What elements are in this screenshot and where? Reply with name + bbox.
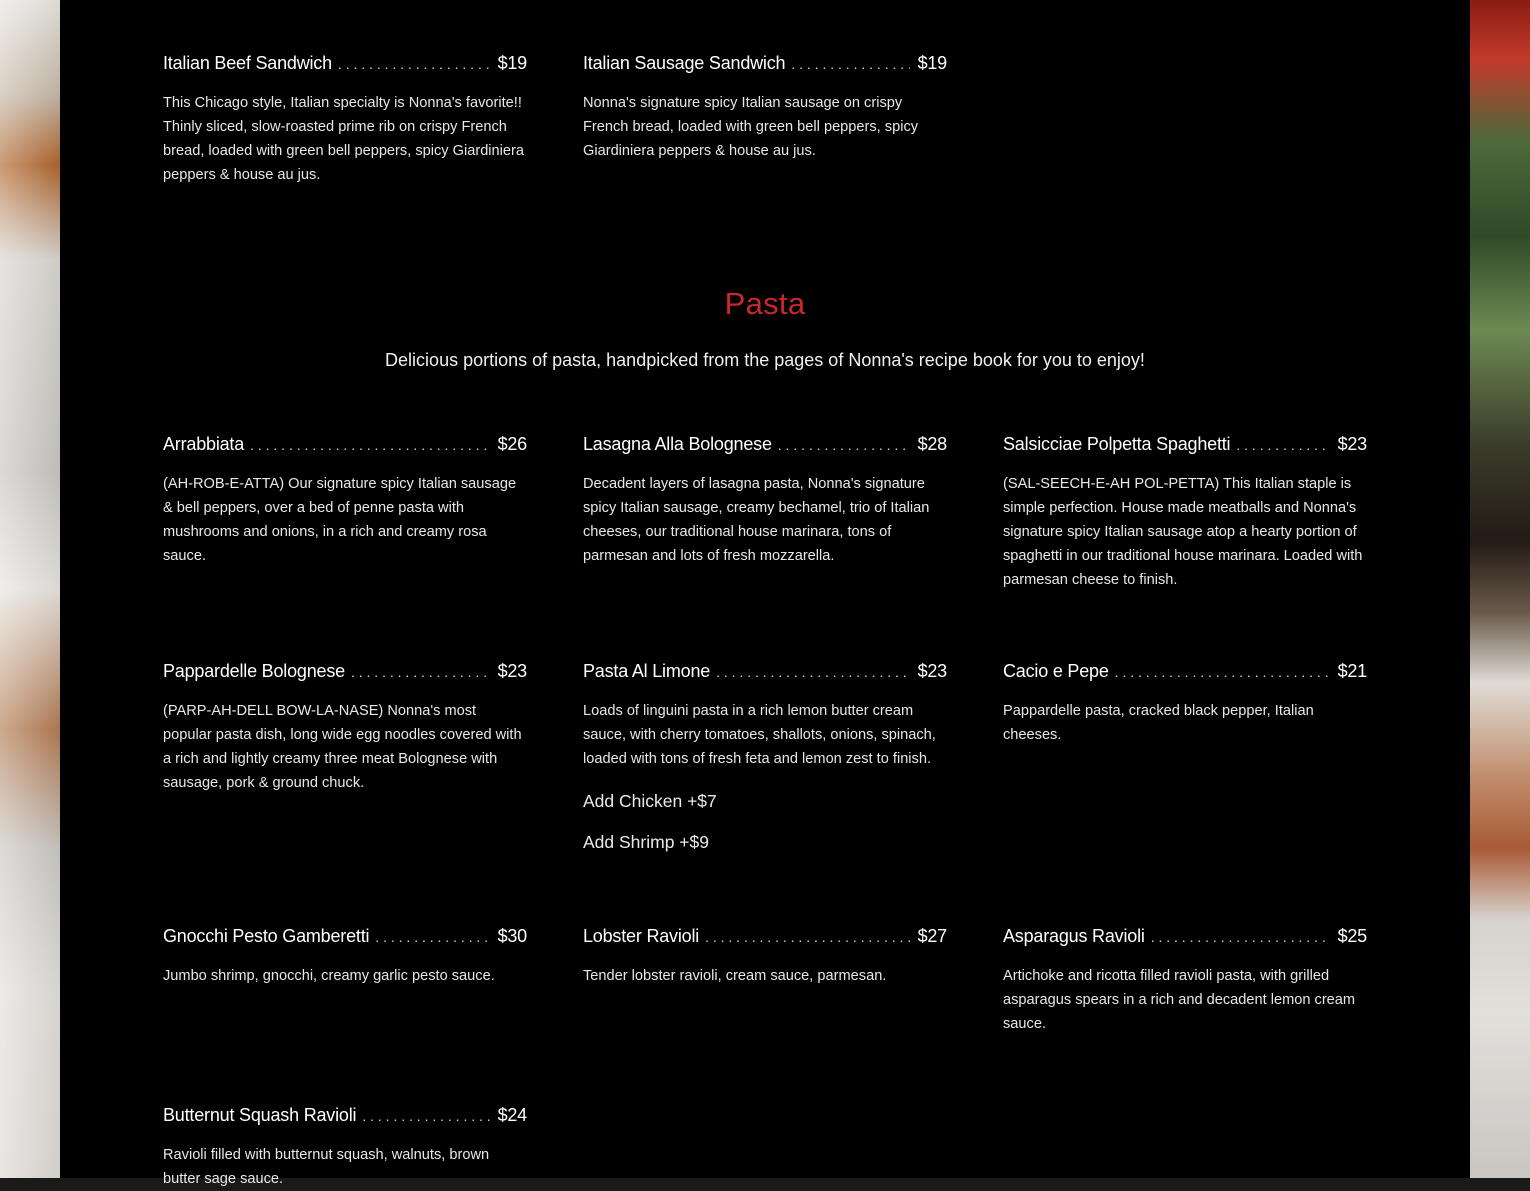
item-price: $27 (917, 926, 947, 946)
item-description: (AH-ROB-E-ATTA) Our signature spicy Italian sausage & bell peppers, over a bed of penne pasta with mushrooms and onions, in a rich and creamy rosa sauce. (163, 476, 517, 564)
dot-leader (778, 437, 910, 453)
menu-item (163, 53, 527, 187)
item-name: Pappardelle Bolognese (163, 661, 345, 681)
item-description: Jumbo shrimp, gnocchi, creamy garlic pesto sauce. (163, 968, 495, 984)
background-photo-right (1470, 0, 1530, 1178)
item-description: Nonna's signature spicy Italian sausage on crispy French bread, loaded with green bell peppers, spicy Giardiniera peppers & house au jus. (583, 95, 919, 159)
item-price: $19 (917, 53, 947, 73)
section-subtitle: Delicious portions of pasta, handpicked from the pages of Nonna's recipe book for you to enjoy! (385, 350, 1145, 370)
item-name: Lobster Ravioli (583, 926, 700, 946)
menu-panel (60, 0, 1470, 1187)
dot-leader (705, 929, 910, 945)
menu-item (163, 661, 527, 795)
item-name: Salsicciae Polpetta Spaghetti (1003, 434, 1231, 454)
item-price: $30 (497, 926, 527, 946)
dot-leader (338, 56, 490, 72)
menu-item (163, 434, 527, 568)
item-name: Cacio e Pepe (1003, 661, 1109, 681)
menu-item (1003, 926, 1367, 1036)
item-description: Pappardelle pasta, cracked black pepper, Italian cheeses. (1003, 703, 1314, 743)
item-price: $23 (497, 661, 527, 681)
background-photo-left (0, 0, 60, 1178)
addon-shrimp: Add Shrimp +$9 (583, 832, 709, 852)
dot-leader (791, 56, 909, 72)
dot-leader (1236, 437, 1329, 453)
item-name: Italian Beef Sandwich (163, 53, 332, 73)
item-description: Tender lobster ravioli, cream sauce, parmesan. (583, 968, 887, 984)
menu-item (163, 926, 527, 988)
item-name: Arrabbiata (163, 434, 245, 454)
item-description: Artichoke and ricotta filled ravioli pasta, with grilled asparagus spears in a rich and decadent lemon cream sauce. (1003, 968, 1356, 1032)
item-name: Asparagus Ravioli (1003, 926, 1145, 946)
dot-leader (1115, 664, 1330, 680)
dot-leader (375, 929, 489, 945)
menu-item (583, 661, 947, 771)
item-name: Butternut Squash Ravioli (163, 1105, 357, 1125)
item-description: (SAL-SEECH-E-AH POL-PETTA) This Italian staple is simple perfection. House made meatballs and Nonna's signature spicy Italian sausage atop a hearty portion of spaghetti in our traditional house marinara. Loaded with parmesan cheese to finish. (1003, 476, 1363, 588)
item-price: $24 (497, 1105, 527, 1125)
menu-item (1003, 434, 1367, 592)
menu-item (583, 926, 947, 988)
menu-item (1003, 661, 1367, 747)
dot-leader (351, 664, 490, 680)
menu-item (583, 434, 947, 568)
item-description: This Chicago style, Italian specialty is Nonna's favorite!! Thinly sliced, slow-roasted prime rib on crispy French bread, loaded with green bell peppers, spicy Giardiniera peppers & house au jus. (163, 95, 525, 183)
item-price: $28 (917, 434, 947, 454)
item-description: Decadent layers of lasagna pasta, Nonna's signature spicy Italian sausage, creamy bechamel, trio of Italian cheeses, our traditional house marinara, tons of parmesan and lots of fresh mozzarella. (583, 476, 930, 564)
item-price: $23 (1337, 434, 1367, 454)
item-price: $25 (1337, 926, 1367, 946)
section-title: Pasta (724, 286, 806, 321)
addon-chicken: Add Chicken +$7 (583, 791, 717, 811)
dot-leader (1151, 929, 1330, 945)
menu-item (163, 1105, 527, 1191)
item-description: Loads of linguini pasta in a rich lemon butter cream sauce, with cherry tomatoes, shallots, onions, spinach, loaded with tons of fresh feta and lemon zest to finish. (583, 703, 936, 767)
item-name: Gnocchi Pesto Gamberetti (163, 926, 370, 946)
dot-leader (362, 1108, 489, 1124)
menu-item (583, 53, 947, 163)
item-name: Italian Sausage Sandwich (583, 53, 786, 73)
item-price: $26 (497, 434, 527, 454)
item-name: Pasta Al Limone (583, 661, 711, 681)
item-price: $21 (1337, 661, 1367, 681)
item-price: $19 (497, 53, 527, 73)
item-name: Lasagna Alla Bolognese (583, 434, 772, 454)
item-price: $23 (917, 661, 947, 681)
dot-leader (716, 664, 909, 680)
dot-leader (250, 437, 490, 453)
item-description: Ravioli filled with butternut squash, walnuts, brown butter sage sauce. (163, 1147, 490, 1187)
item-description: (PARP-AH-DELL BOW-LA-NASE) Nonna's most popular pasta dish, long wide egg noodles covered with a rich and lightly creamy three meat Bolognese with sausage, pork & ground chuck. (163, 703, 522, 791)
